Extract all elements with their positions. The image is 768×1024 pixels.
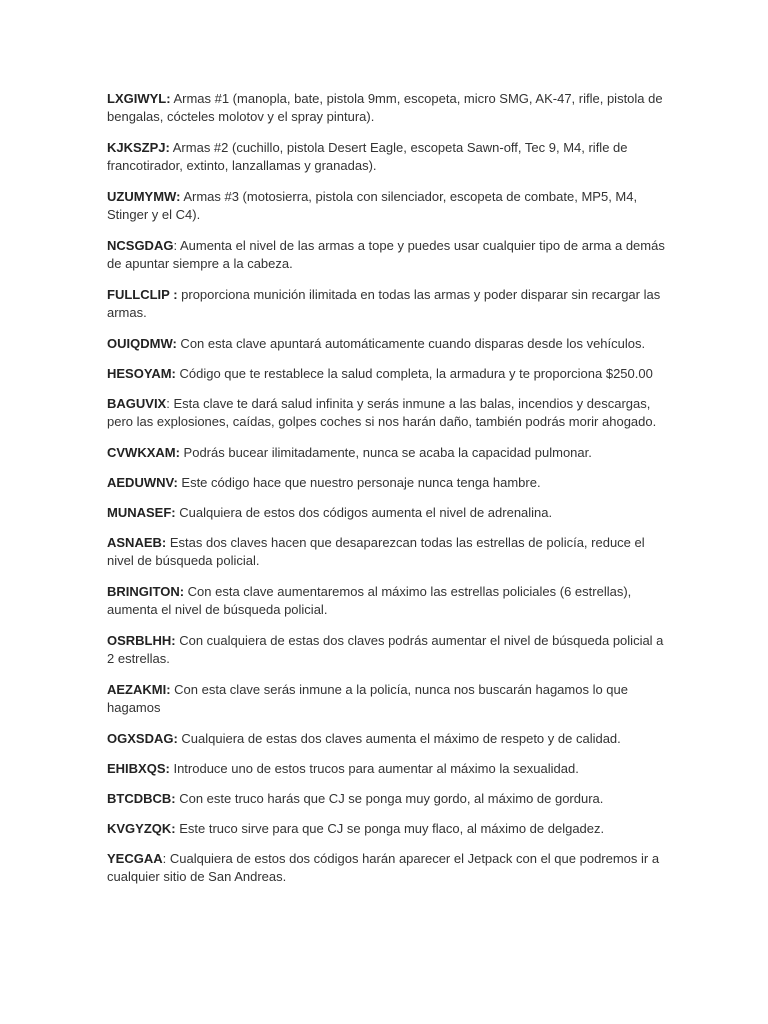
cheat-description: : Cualquiera de estos dos códigos harán aparecer el Jetpack con el que podremos ir a cualquier sitio de San Andreas. bbox=[107, 851, 660, 884]
cheat-description: Con esta clave apuntará automáticamente cuando disparas desde los vehículos. bbox=[176, 336, 646, 351]
cheat-entry-kjkszpj bbox=[107, 139, 667, 175]
cheat-code: FULLCLIP : bbox=[107, 287, 178, 302]
cheat-description: Cualquiera de estas dos claves aumenta el máximo de respeto y de calidad. bbox=[177, 731, 621, 746]
cheat-entry-hesoyam bbox=[107, 365, 667, 383]
cheat-entry-uzumymw bbox=[107, 188, 667, 224]
cheat-description: Código que te restablece la salud completa, la armadura y te proporciona $250.00 bbox=[175, 366, 653, 381]
cheat-code: EHIBXQS: bbox=[107, 761, 170, 776]
cheat-entry-ncsgdag bbox=[107, 237, 667, 273]
cheat-entry-munasef bbox=[107, 504, 667, 522]
cheat-entry-aeduwnv bbox=[107, 474, 667, 492]
cheat-description: Introduce uno de estos trucos para aumentar al máximo la sexualidad. bbox=[169, 761, 579, 776]
cheat-code: CVWKXAM: bbox=[107, 445, 180, 460]
cheat-code: KVGYZQK: bbox=[107, 821, 176, 836]
cheat-description: Estas dos claves hacen que desaparezcan todas las estrellas de policía, reduce el nivel de búsqueda policial. bbox=[107, 535, 645, 568]
cheat-entry-btcdbcb bbox=[107, 790, 667, 808]
cheat-description: Con esta clave aumentaremos al máximo las estrellas policiales (6 estrellas), aumenta el nivel de búsqueda policial. bbox=[107, 584, 632, 617]
cheat-description: Armas #2 (cuchillo, pistola Desert Eagle, escopeta Sawn-off, Tec 9, M4, rifle de francotirador, extinto, lanzallamas y granadas). bbox=[107, 140, 628, 173]
cheat-description: Armas #3 (motosierra, pistola con silenciador, escopeta de combate, MP5, M4, Stinger y el C4). bbox=[107, 189, 638, 222]
cheat-code: HESOYAM: bbox=[107, 366, 176, 381]
cheat-description: proporciona munición ilimitada en todas las armas y poder disparar sin recargar las armas. bbox=[107, 287, 661, 320]
cheat-description: Este código hace que nuestro personaje nunca tenga hambre. bbox=[177, 475, 541, 490]
cheat-code: AEZAKMI: bbox=[107, 682, 171, 697]
cheat-description: Este truco sirve para que CJ se ponga muy flaco, al máximo de delgadez. bbox=[175, 821, 605, 836]
cheat-description: Podrás bucear ilimitadamente, nunca se acaba la capacidad pulmonar. bbox=[179, 445, 592, 460]
cheat-entry-baguvix bbox=[107, 395, 667, 431]
cheat-code: LXGIWYL: bbox=[107, 91, 171, 106]
cheat-code: MUNASEF: bbox=[107, 505, 176, 520]
cheat-code: BAGUVIX bbox=[107, 396, 167, 411]
cheat-code: BTCDBCB: bbox=[107, 791, 176, 806]
cheat-code: UZUMYMW: bbox=[107, 189, 181, 204]
cheat-description: Con cualquiera de estas dos claves podrás aumentar el nivel de búsqueda policial a 2 estrellas. bbox=[107, 633, 664, 666]
cheat-entry-kvgyzqk bbox=[107, 820, 667, 838]
cheat-entry-aezakmi bbox=[107, 681, 667, 717]
cheat-description: : Aumenta el nivel de las armas a tope y puedes usar cualquier tipo de arma a demás de apuntar siempre a la cabeza. bbox=[107, 238, 665, 271]
cheat-description: Armas #1 (manopla, bate, pistola 9mm, escopeta, micro SMG, AK-47, rifle, pistola de bengalas, cócteles molotov y el spray pintura). bbox=[107, 91, 663, 124]
cheat-entry-bringiton bbox=[107, 583, 667, 619]
cheat-entry-asnaeb bbox=[107, 534, 667, 570]
cheat-entry-ouiqdmw bbox=[107, 335, 667, 353]
cheat-entry-ogxsdag bbox=[107, 730, 667, 748]
cheat-entry-ehibxqs bbox=[107, 760, 667, 778]
cheat-code: NCSGDAG bbox=[107, 238, 174, 253]
cheat-code: OGXSDAG: bbox=[107, 731, 178, 746]
cheat-code: YECGAA bbox=[107, 851, 163, 866]
cheat-description: Con esta clave serás inmune a la policía, nunca nos buscarán hagamos lo que hagamos bbox=[107, 682, 628, 715]
cheat-entry-osrblhh bbox=[107, 632, 667, 668]
cheat-entry-lxgiwyl bbox=[107, 90, 667, 126]
cheat-code: AEDUWNV: bbox=[107, 475, 178, 490]
document-page bbox=[107, 90, 667, 899]
cheat-description: Cualquiera de estos dos códigos aumenta el nivel de adrenalina. bbox=[175, 505, 553, 520]
cheat-code: OSRBLHH: bbox=[107, 633, 176, 648]
cheat-description: : Esta clave te dará salud infinita y serás inmune a las balas, incendios y descargas, pero las explosiones, caídas, golpes coches si nos harán daño, también podrás morir ahogado. bbox=[107, 396, 657, 429]
cheat-code: OUIQDMW: bbox=[107, 336, 177, 351]
cheat-entry-fullclip bbox=[107, 286, 667, 322]
cheat-code: KJKSZPJ: bbox=[107, 140, 170, 155]
cheat-code: BRINGITON: bbox=[107, 584, 185, 599]
cheat-entry-yecgaa bbox=[107, 850, 667, 886]
cheat-description: Con este truco harás que CJ se ponga muy gordo, al máximo de gordura. bbox=[175, 791, 604, 806]
cheat-entry-cvwkxam bbox=[107, 444, 667, 462]
cheat-code: ASNAEB: bbox=[107, 535, 167, 550]
